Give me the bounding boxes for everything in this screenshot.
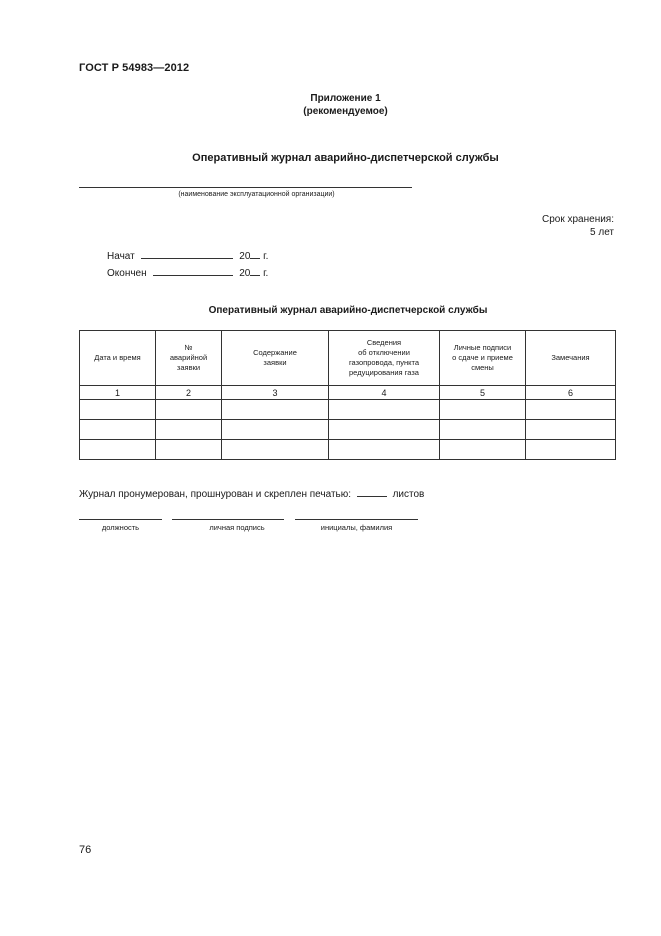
storage-period <box>542 213 614 239</box>
table-cell <box>329 420 440 440</box>
table-row <box>80 440 616 460</box>
journal-table <box>79 330 616 460</box>
header-date-time: Дата и время <box>80 331 156 386</box>
column-number-row <box>80 386 616 400</box>
start-date-blank <box>141 248 233 259</box>
table-cell <box>440 440 526 460</box>
table-cell <box>222 440 329 460</box>
end-year-blank <box>250 265 260 276</box>
table-cell <box>526 420 616 440</box>
start-year-prefix: 20 <box>239 251 251 262</box>
table-row <box>80 400 616 420</box>
table-header-row <box>80 331 616 386</box>
column-number: 2 <box>156 386 222 400</box>
table-cell <box>156 440 222 460</box>
header-remarks: Замечания <box>526 331 616 386</box>
table-cell <box>329 440 440 460</box>
end-label: Окончен <box>107 268 147 279</box>
page-number: 76 <box>79 844 92 856</box>
table-cell <box>156 400 222 420</box>
appendix-heading <box>0 92 661 118</box>
header-request-number: № аварийной заявки <box>156 331 222 386</box>
table-cell <box>222 400 329 420</box>
signature-line-personal <box>172 519 284 520</box>
signature-line-position <box>79 519 162 520</box>
appendix-line-2: (рекомендуемое) <box>303 106 388 117</box>
signature-caption-position: должность <box>101 523 140 532</box>
table-cell <box>80 400 156 420</box>
start-label: Начат <box>107 251 135 262</box>
start-date-row <box>107 248 268 265</box>
table-cell <box>526 440 616 460</box>
column-number: 5 <box>440 386 526 400</box>
journal-dates <box>107 248 268 282</box>
storage-label: Срок хранения: <box>541 214 614 225</box>
end-date-blank <box>153 265 233 276</box>
document-title: Оперативный журнал аварийно-диспетчерской службы <box>192 152 499 164</box>
organization-caption: (наименование эксплуатационной организации) <box>178 191 335 198</box>
end-year-prefix: 20 <box>239 268 251 279</box>
sheets-count-blank <box>357 487 387 497</box>
standard-number: ГОСТ Р 54983—2012 <box>79 62 190 74</box>
table-cell <box>80 440 156 460</box>
column-number: 4 <box>329 386 440 400</box>
signature-caption-personal: личная подпись <box>209 523 265 532</box>
start-year-blank <box>250 248 260 259</box>
end-year-suffix: г. <box>263 268 269 279</box>
header-shutdown-info: Сведения об отключении газопровода, пункта редуцирования газа <box>329 331 440 386</box>
column-number: 1 <box>80 386 156 400</box>
appendix-line-1: Приложение 1 <box>310 93 381 104</box>
sheets-label: листов <box>392 489 425 500</box>
column-number: 6 <box>526 386 616 400</box>
organization-line <box>79 187 412 188</box>
table-cell <box>440 400 526 420</box>
storage-value: 5 лет <box>590 227 614 238</box>
header-request-content: Содержание заявки <box>222 331 329 386</box>
table-title: Оперативный журнал аварийно-диспетчерской службы <box>208 305 488 316</box>
column-number: 3 <box>222 386 329 400</box>
signature-caption-name: инициалы, фамилия <box>320 523 393 532</box>
table-cell <box>440 420 526 440</box>
header-shift-signatures: Личные подписи о сдаче и приеме смены <box>440 331 526 386</box>
table-cell <box>80 420 156 440</box>
end-date-row <box>107 265 268 282</box>
table-cell <box>329 400 440 420</box>
table-cell <box>526 400 616 420</box>
table-cell <box>156 420 222 440</box>
table-cell <box>222 420 329 440</box>
signature-line-name <box>295 519 418 520</box>
start-year-suffix: г. <box>263 251 269 262</box>
stitched-text: Журнал пронумерован, прошнурован и скреплен печатью: <box>79 489 352 500</box>
stitched-statement <box>79 487 424 500</box>
table-row <box>80 420 616 440</box>
